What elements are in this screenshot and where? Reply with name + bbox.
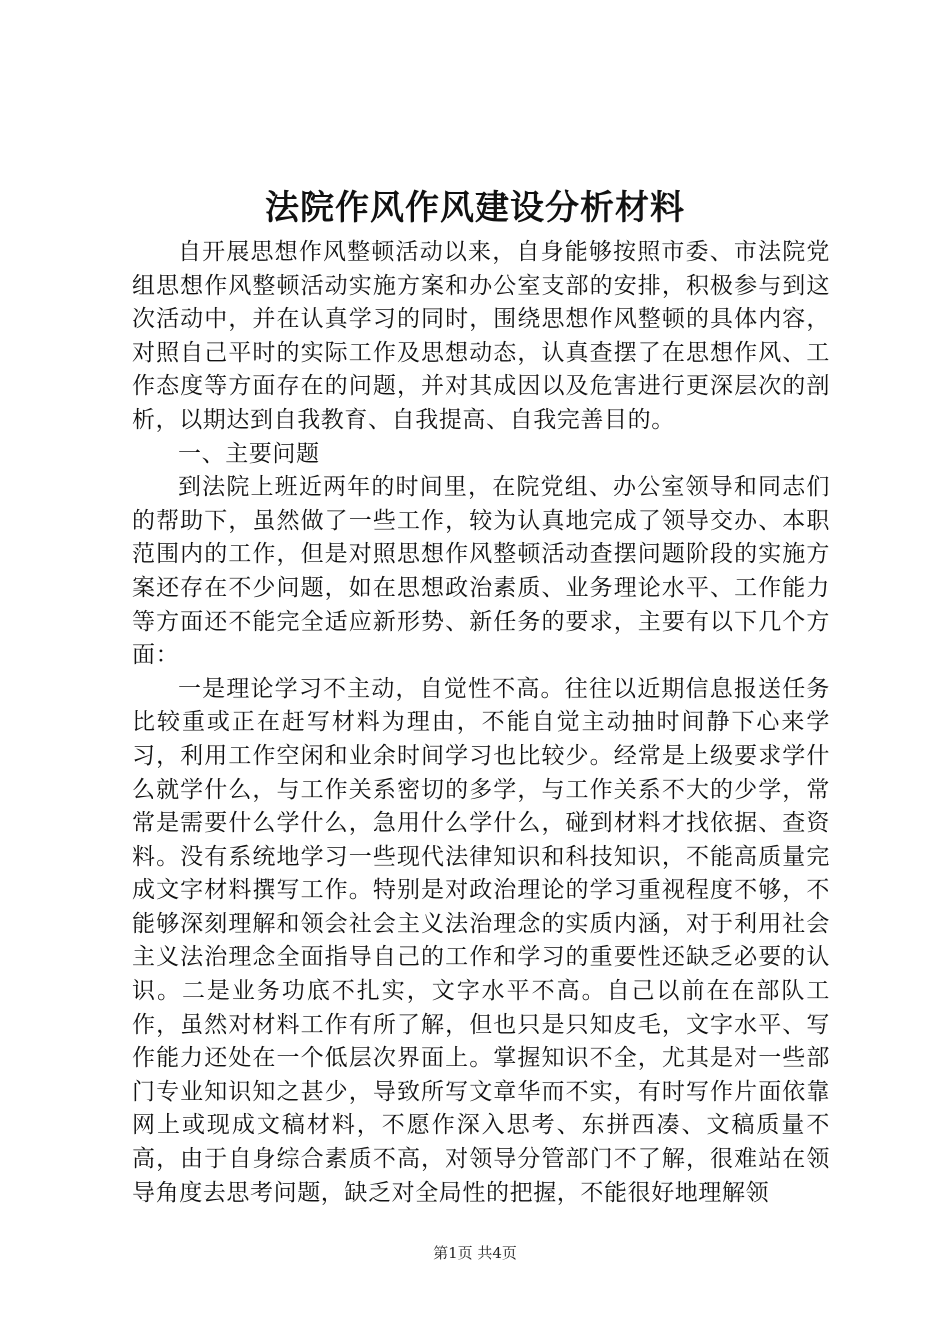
intro-paragraph: 自开展思想作风整顿活动以来，自身能够按照市委、市法院党组思想作风整顿活动实施方案和办公室支部的安排，积极参与到这次活动中，并在认真学习的同时，围绕思想作风整顿的具体内容，对照自己平时的实际工作及思想动态，认真查摆了在思想作风、工作态度等方面存在的问题，并对其成因以及危害进行更深层次的剖析，以期达到自我教育、自我提高、自我完善目的。 <box>132 239 830 433</box>
issues-paragraph: 到法院上班近两年的时间里，在院党组、办公室领导和同志们的帮助下，虽然做了一些工作，较为认真地完成了领导交办、本职范围内的工作，但是对照思想作风整顿活动查摆问题阶段的实施方案还存在不少问题，如在思想政治素质、业务理论水平、工作能力等方面还不能完全适应新形势、新任务的要求，主要有以下几个方面： <box>132 474 830 669</box>
details-paragraph: 一是理论学习不主动，自觉性不高。往往以近期信息报送任务比较重或正在赶写材料为理由，不能自觉主动抽时间静下心来学习，利用工作空闲和业余时间学习也比较少。经常是上级要求学什么就学什么，与工作关系密切的多学，与工作关系不大的少学，常常是需要什么学什么，急用什么学什么，碰到材料才找依据、查资料。没有系统地学习一些现代法律知识和科技知识，不能高质量完成文字材料撰写工作。特别是对政治理论的学习重视程度不够，不能够深刻理解和领会社会主义法治理念的实质内涵，对于利用社会主义法治理念全面指导自己的工作和学习的重要性还缺乏必要的认识。二是业务功底不扎实，文字水平不高。自己以前在在部队工作，虽然对材料工作有所了解，但也只是只知皮毛，文字水平、写作能力还处在一个低层次界面上。掌握知识不全，尤其是对一些部门专业知识知之甚少，导致所写文章华而不实，有时写作片面依靠网上或现成文稿材料，不愿作深入思考、东拼西凑、文稿质量不高，由于自身综合素质不高，对领导分管部门不了解，很难站在领导角度去思考问题，缺乏对全局性的把握，不能很好地理解领 <box>132 675 830 1206</box>
document-title: 法院作风作风建设分析材料 <box>265 188 685 228</box>
document-body <box>132 236 830 1210</box>
page-number: 第1页 共4页 <box>433 1244 517 1262</box>
section-heading: 一、主要问题 <box>178 440 320 467</box>
